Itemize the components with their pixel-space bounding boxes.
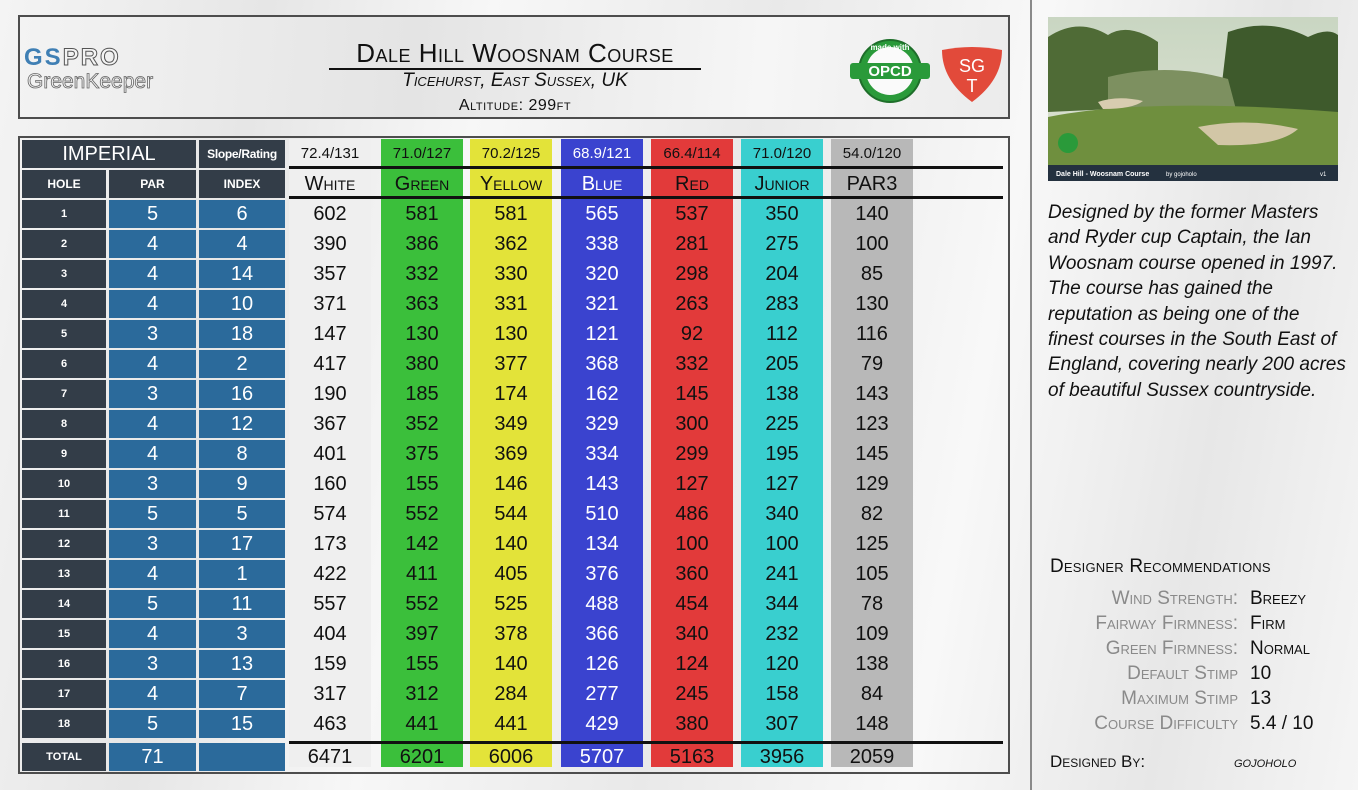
tee-name: Junior [754, 173, 810, 195]
yardage-cell: 173 [313, 533, 347, 555]
designed-by-label: Designed By: [1050, 752, 1146, 771]
tee-rating: 72.4/131 [300, 145, 360, 162]
yardage-cell: 130 [405, 323, 439, 345]
yardage-cell: 298 [675, 263, 709, 285]
yardage-cell: 140 [855, 203, 889, 225]
hole-index: 2 [199, 350, 285, 378]
recommendation-label: Wind Strength: [1111, 588, 1238, 609]
yardage-cell: 275 [765, 233, 799, 255]
yardage-cell: 225 [765, 413, 799, 435]
yardage-cell: 401 [313, 443, 347, 465]
yardage-cell: 148 [855, 713, 889, 735]
hole-number: 2 [22, 230, 106, 258]
hole-index: 1 [199, 560, 285, 588]
hole-number: 18 [22, 710, 106, 738]
hole-par: 4 [109, 560, 196, 588]
tee-name: White [304, 173, 356, 195]
yardage-cell: 147 [313, 323, 347, 345]
yardage-cell: 360 [675, 563, 709, 585]
tee-name: PAR3 [846, 173, 898, 195]
greenkeeper-logo: GreenKeeper [27, 70, 154, 93]
gspro-logo: GSPRO [24, 44, 121, 71]
tee-name: Yellow [479, 173, 543, 195]
yardage-cell: 378 [494, 623, 528, 645]
yardage-cell: 284 [494, 683, 528, 705]
hole-index: 11 [199, 590, 285, 618]
yardage-cell: 574 [313, 503, 347, 525]
course-title: Dale Hill Woosnam Course [356, 38, 674, 68]
image-caption: Dale Hill - Woosnam Course [1056, 171, 1150, 178]
yardage-cell: 350 [765, 203, 799, 225]
yardage-cell: 367 [313, 413, 347, 435]
yardage-cell: 143 [855, 383, 889, 405]
yardage-cell: 332 [405, 263, 439, 285]
yardage-cell: 557 [313, 593, 347, 615]
hole-index: 14 [199, 260, 285, 288]
yardage-cell: 300 [675, 413, 709, 435]
hole-par: 4 [109, 260, 196, 288]
hole-par: 3 [109, 530, 196, 558]
sidebar-divider [1030, 0, 1032, 790]
yardage-cell: 146 [494, 473, 528, 495]
yardage-cell: 321 [585, 293, 619, 315]
yardage-cell: 332 [675, 353, 709, 375]
yardage-cell: 331 [494, 293, 528, 315]
tee-name: Blue [581, 173, 623, 195]
yardage-cell: 338 [585, 233, 619, 255]
yardage-cell: 486 [675, 503, 709, 525]
hole-par: 4 [109, 440, 196, 468]
hole-par: 3 [109, 380, 196, 408]
yardage-cell: 124 [675, 653, 709, 675]
hole-number: 15 [22, 620, 106, 648]
recommendation-label: Fairway Firmness: [1095, 613, 1238, 634]
yardage-cell: 155 [405, 473, 439, 495]
hole-number: 1 [22, 200, 106, 228]
hole-par: 3 [109, 470, 196, 498]
yardage-cell: 334 [585, 443, 619, 465]
tee-total: 5163 [669, 746, 715, 768]
hole-number: 10 [22, 470, 106, 498]
sgt-logo-line2: T [966, 76, 978, 96]
hole-index: 18 [199, 320, 285, 348]
yardage-cell: 340 [675, 623, 709, 645]
hole-index: 12 [199, 410, 285, 438]
hole-number: 6 [22, 350, 106, 378]
recommendation-value: 10 [1250, 663, 1272, 684]
yardage-cell: 185 [405, 383, 439, 405]
recommendations-title: Designer Recommendations [1050, 556, 1271, 577]
yardage-cell: 130 [855, 293, 889, 315]
yardage-cell: 369 [494, 443, 528, 465]
hole-index: 3 [199, 620, 285, 648]
recommendation-value: 13 [1250, 688, 1272, 709]
course-altitude: Altitude: 299ft [458, 97, 572, 114]
hole-par: 3 [109, 320, 196, 348]
yardage-cell: 105 [855, 563, 889, 585]
yardage-cell: 340 [765, 503, 799, 525]
opcd-mini-logo-icon [1058, 133, 1078, 153]
hole-index: 9 [199, 470, 285, 498]
yardage-cell: 79 [860, 353, 884, 375]
yardage-cell: 441 [494, 713, 528, 735]
yardage-cell: 411 [406, 563, 438, 585]
image-version: v1 [1320, 172, 1327, 178]
tee-rating: 71.0/120 [741, 143, 823, 165]
yardage-cell: 84 [860, 683, 884, 705]
yardage-cell: 390 [313, 233, 347, 255]
yardage-cell: 404 [313, 623, 347, 645]
yardage-cell: 397 [405, 623, 439, 645]
tee-rating: 68.9/121 [561, 143, 643, 165]
yardage-cell: 454 [675, 593, 709, 615]
hole-index: 16 [199, 380, 285, 408]
hole-number: 4 [22, 290, 106, 318]
course-description: Designed by the former Masters and Ryder cup Captain, the Ian Woosnam course opened in 1997. The course has gained the reputation as being one of the finest courses in the South East of England, covering nearly 200 acres of beautiful Sussex countryside. [1048, 202, 1346, 401]
yardage-cell: 329 [585, 413, 619, 435]
hole-index: 13 [199, 650, 285, 678]
tee-rating: 54.0/120 [831, 143, 913, 165]
yardage-cell: 121 [585, 323, 619, 345]
yardage-cell: 344 [765, 593, 799, 615]
sgt-logo-line1: SG [958, 56, 986, 76]
yardage-cell: 205 [765, 353, 799, 375]
recommendation-label: Default Stimp [1127, 663, 1238, 684]
hole-index: 10 [199, 290, 285, 318]
yardage-cell: 142 [405, 533, 439, 555]
total-label: TOTAL [22, 743, 106, 771]
yardage-cell: 525 [494, 593, 528, 615]
yardage-cell: 488 [585, 593, 619, 615]
par-header: PAR [109, 170, 196, 198]
total-par: 71 [109, 743, 196, 771]
yardage-cell: 405 [494, 563, 528, 585]
total-index-blank [199, 743, 285, 771]
hole-par: 3 [109, 650, 196, 678]
unit-header: IMPERIAL [22, 140, 196, 168]
hole-number: 3 [22, 260, 106, 288]
yardage-cell: 195 [765, 443, 799, 465]
yardage-cell: 138 [855, 653, 889, 675]
hole-par: 4 [109, 410, 196, 438]
opcd-badge-top: made with [870, 43, 910, 52]
hole-number: 12 [22, 530, 106, 558]
yardage-cell: 129 [855, 473, 889, 495]
slope-rating-header: Slope/Rating [199, 140, 285, 168]
hole-number: 5 [22, 320, 106, 348]
yardage-cell: 241 [765, 563, 799, 585]
tee-total: 3956 [759, 746, 805, 768]
yardage-cell: 363 [405, 293, 439, 315]
yardage-cell: 281 [675, 233, 709, 255]
recommendation-value: Normal [1250, 638, 1310, 659]
yardage-cell: 277 [585, 683, 619, 705]
hole-header: HOLE [22, 170, 106, 198]
tee-rating: 66.4/114 [651, 143, 733, 165]
opcd-badge-icon [846, 38, 934, 104]
hole-par: 5 [109, 500, 196, 528]
tee-header-top-rule [289, 166, 1003, 169]
hole-index: 7 [199, 680, 285, 708]
hole-par: 4 [109, 230, 196, 258]
sgt-logo-icon [936, 44, 1008, 106]
yardage-cell: 544 [494, 503, 528, 525]
yardage-cell: 317 [313, 683, 347, 705]
yardage-cell: 155 [405, 653, 439, 675]
hole-number: 13 [22, 560, 106, 588]
hole-par: 5 [109, 590, 196, 618]
yardage-cell: 116 [856, 323, 888, 345]
hole-par: 4 [109, 350, 196, 378]
hole-par: 4 [109, 290, 196, 318]
yardage-cell: 145 [675, 383, 709, 405]
hole-par: 5 [109, 200, 196, 228]
index-header: INDEX [199, 170, 285, 198]
yardage-cell: 127 [765, 473, 799, 495]
yardage-cell: 190 [313, 383, 347, 405]
hole-index: 5 [199, 500, 285, 528]
tee-rating: 71.0/127 [381, 143, 463, 165]
recommendation-value: Firm [1250, 613, 1286, 634]
yardage-cell: 375 [405, 443, 439, 465]
yardage-cell: 134 [585, 533, 619, 555]
designer-name: gojoholo [1234, 754, 1297, 771]
recommendation-label: Maximum Stimp [1121, 688, 1238, 709]
yardage-cell: 429 [585, 713, 619, 735]
yardage-cell: 380 [675, 713, 709, 735]
yardage-cell: 125 [855, 533, 889, 555]
yardage-cell: 552 [405, 593, 439, 615]
yardage-cell: 441 [405, 713, 439, 735]
yardage-cell: 127 [675, 473, 709, 495]
hole-number: 14 [22, 590, 106, 618]
tee-total: 2059 [849, 746, 895, 768]
hole-number: 9 [22, 440, 106, 468]
recommendation-label: Green Firmness: [1105, 638, 1238, 659]
yardage-cell: 581 [494, 203, 528, 225]
yardage-cell: 162 [585, 383, 619, 405]
yardage-cell: 602 [313, 203, 347, 225]
yardage-cell: 123 [855, 413, 889, 435]
yardage-cell: 330 [494, 263, 528, 285]
yardage-cell: 100 [675, 533, 709, 555]
hole-index: 6 [199, 200, 285, 228]
yardage-cell: 263 [675, 293, 709, 315]
hole-par: 4 [109, 620, 196, 648]
yardage-cell: 100 [765, 533, 799, 555]
yardage-cell: 160 [313, 473, 347, 495]
yardage-cell: 312 [405, 683, 439, 705]
recommendation-value: Breezy [1250, 588, 1307, 609]
yardage-cell: 126 [585, 653, 619, 675]
recommendation-label: Course Difficulty [1094, 713, 1238, 734]
yardage-cell: 299 [675, 443, 709, 465]
tee-header-bottom-rule [289, 196, 1003, 199]
yardage-cell: 100 [855, 233, 889, 255]
yardage-cell: 510 [585, 503, 619, 525]
yardage-cell: 377 [494, 353, 528, 375]
yardage-cell: 159 [313, 653, 347, 675]
yardage-cell: 145 [855, 443, 889, 465]
yardage-cell: 78 [860, 593, 884, 615]
yardage-cell: 174 [494, 383, 528, 405]
yardage-cell: 85 [860, 263, 884, 285]
yardage-cell: 581 [405, 203, 439, 225]
yardage-cell: 245 [675, 683, 709, 705]
hole-index: 17 [199, 530, 285, 558]
yardage-cell: 92 [680, 323, 704, 345]
yardage-cell: 422 [313, 563, 347, 585]
hole-number: 16 [22, 650, 106, 678]
yardage-cell: 349 [494, 413, 528, 435]
yardage-cell: 371 [313, 293, 347, 315]
yardage-cell: 386 [405, 233, 439, 255]
yardage-cell: 352 [405, 413, 439, 435]
yardage-cell: 417 [313, 353, 347, 375]
yardage-cell: 158 [765, 683, 799, 705]
yardage-cell: 204 [765, 263, 799, 285]
tee-name: Green [394, 173, 450, 195]
course-preview-image [1048, 17, 1338, 181]
yardage-cell: 283 [765, 293, 799, 315]
hole-number: 8 [22, 410, 106, 438]
tee-rating: 70.2/125 [470, 143, 552, 165]
hole-par: 5 [109, 710, 196, 738]
yardage-cell: 138 [765, 383, 799, 405]
yardage-cell: 307 [765, 713, 799, 735]
yardage-cell: 552 [405, 503, 439, 525]
tee-total: 6471 [307, 746, 353, 768]
hole-number: 17 [22, 680, 106, 708]
yardage-cell: 130 [494, 323, 528, 345]
yardage-cell: 109 [855, 623, 889, 645]
yardage-cell: 380 [405, 353, 439, 375]
yardage-cell: 140 [494, 653, 528, 675]
course-location: Ticehurst, East Sussex, UK [402, 70, 628, 91]
yardage-cell: 320 [585, 263, 619, 285]
yardage-cell: 463 [313, 713, 347, 735]
yardage-cell: 362 [494, 233, 528, 255]
tee-total: 5707 [579, 746, 625, 768]
yardage-cell: 357 [313, 263, 347, 285]
recommendation-value: 5.4 / 10 [1250, 713, 1314, 734]
yardage-cell: 82 [860, 503, 884, 525]
hole-number: 7 [22, 380, 106, 408]
hole-index: 15 [199, 710, 285, 738]
tee-total: 6201 [399, 746, 445, 768]
yardage-cell: 368 [585, 353, 619, 375]
yardage-cell: 366 [585, 623, 619, 645]
opcd-badge-main: OPCD [868, 63, 912, 80]
image-author: by gojoholo [1166, 172, 1197, 178]
hole-number: 11 [22, 500, 106, 528]
yardage-cell: 565 [585, 203, 619, 225]
hole-par: 4 [109, 680, 196, 708]
tee-total: 6006 [488, 746, 534, 768]
yardage-cell: 232 [765, 623, 799, 645]
yardage-cell: 143 [585, 473, 619, 495]
yardage-cell: 376 [585, 563, 619, 585]
total-rule [289, 741, 1003, 744]
yardage-cell: 537 [675, 203, 709, 225]
yardage-cell: 140 [494, 533, 528, 555]
yardage-cell: 120 [765, 653, 799, 675]
yardage-cell: 112 [766, 323, 798, 345]
hole-index: 8 [199, 440, 285, 468]
tee-name: Red [675, 173, 709, 195]
hole-index: 4 [199, 230, 285, 258]
